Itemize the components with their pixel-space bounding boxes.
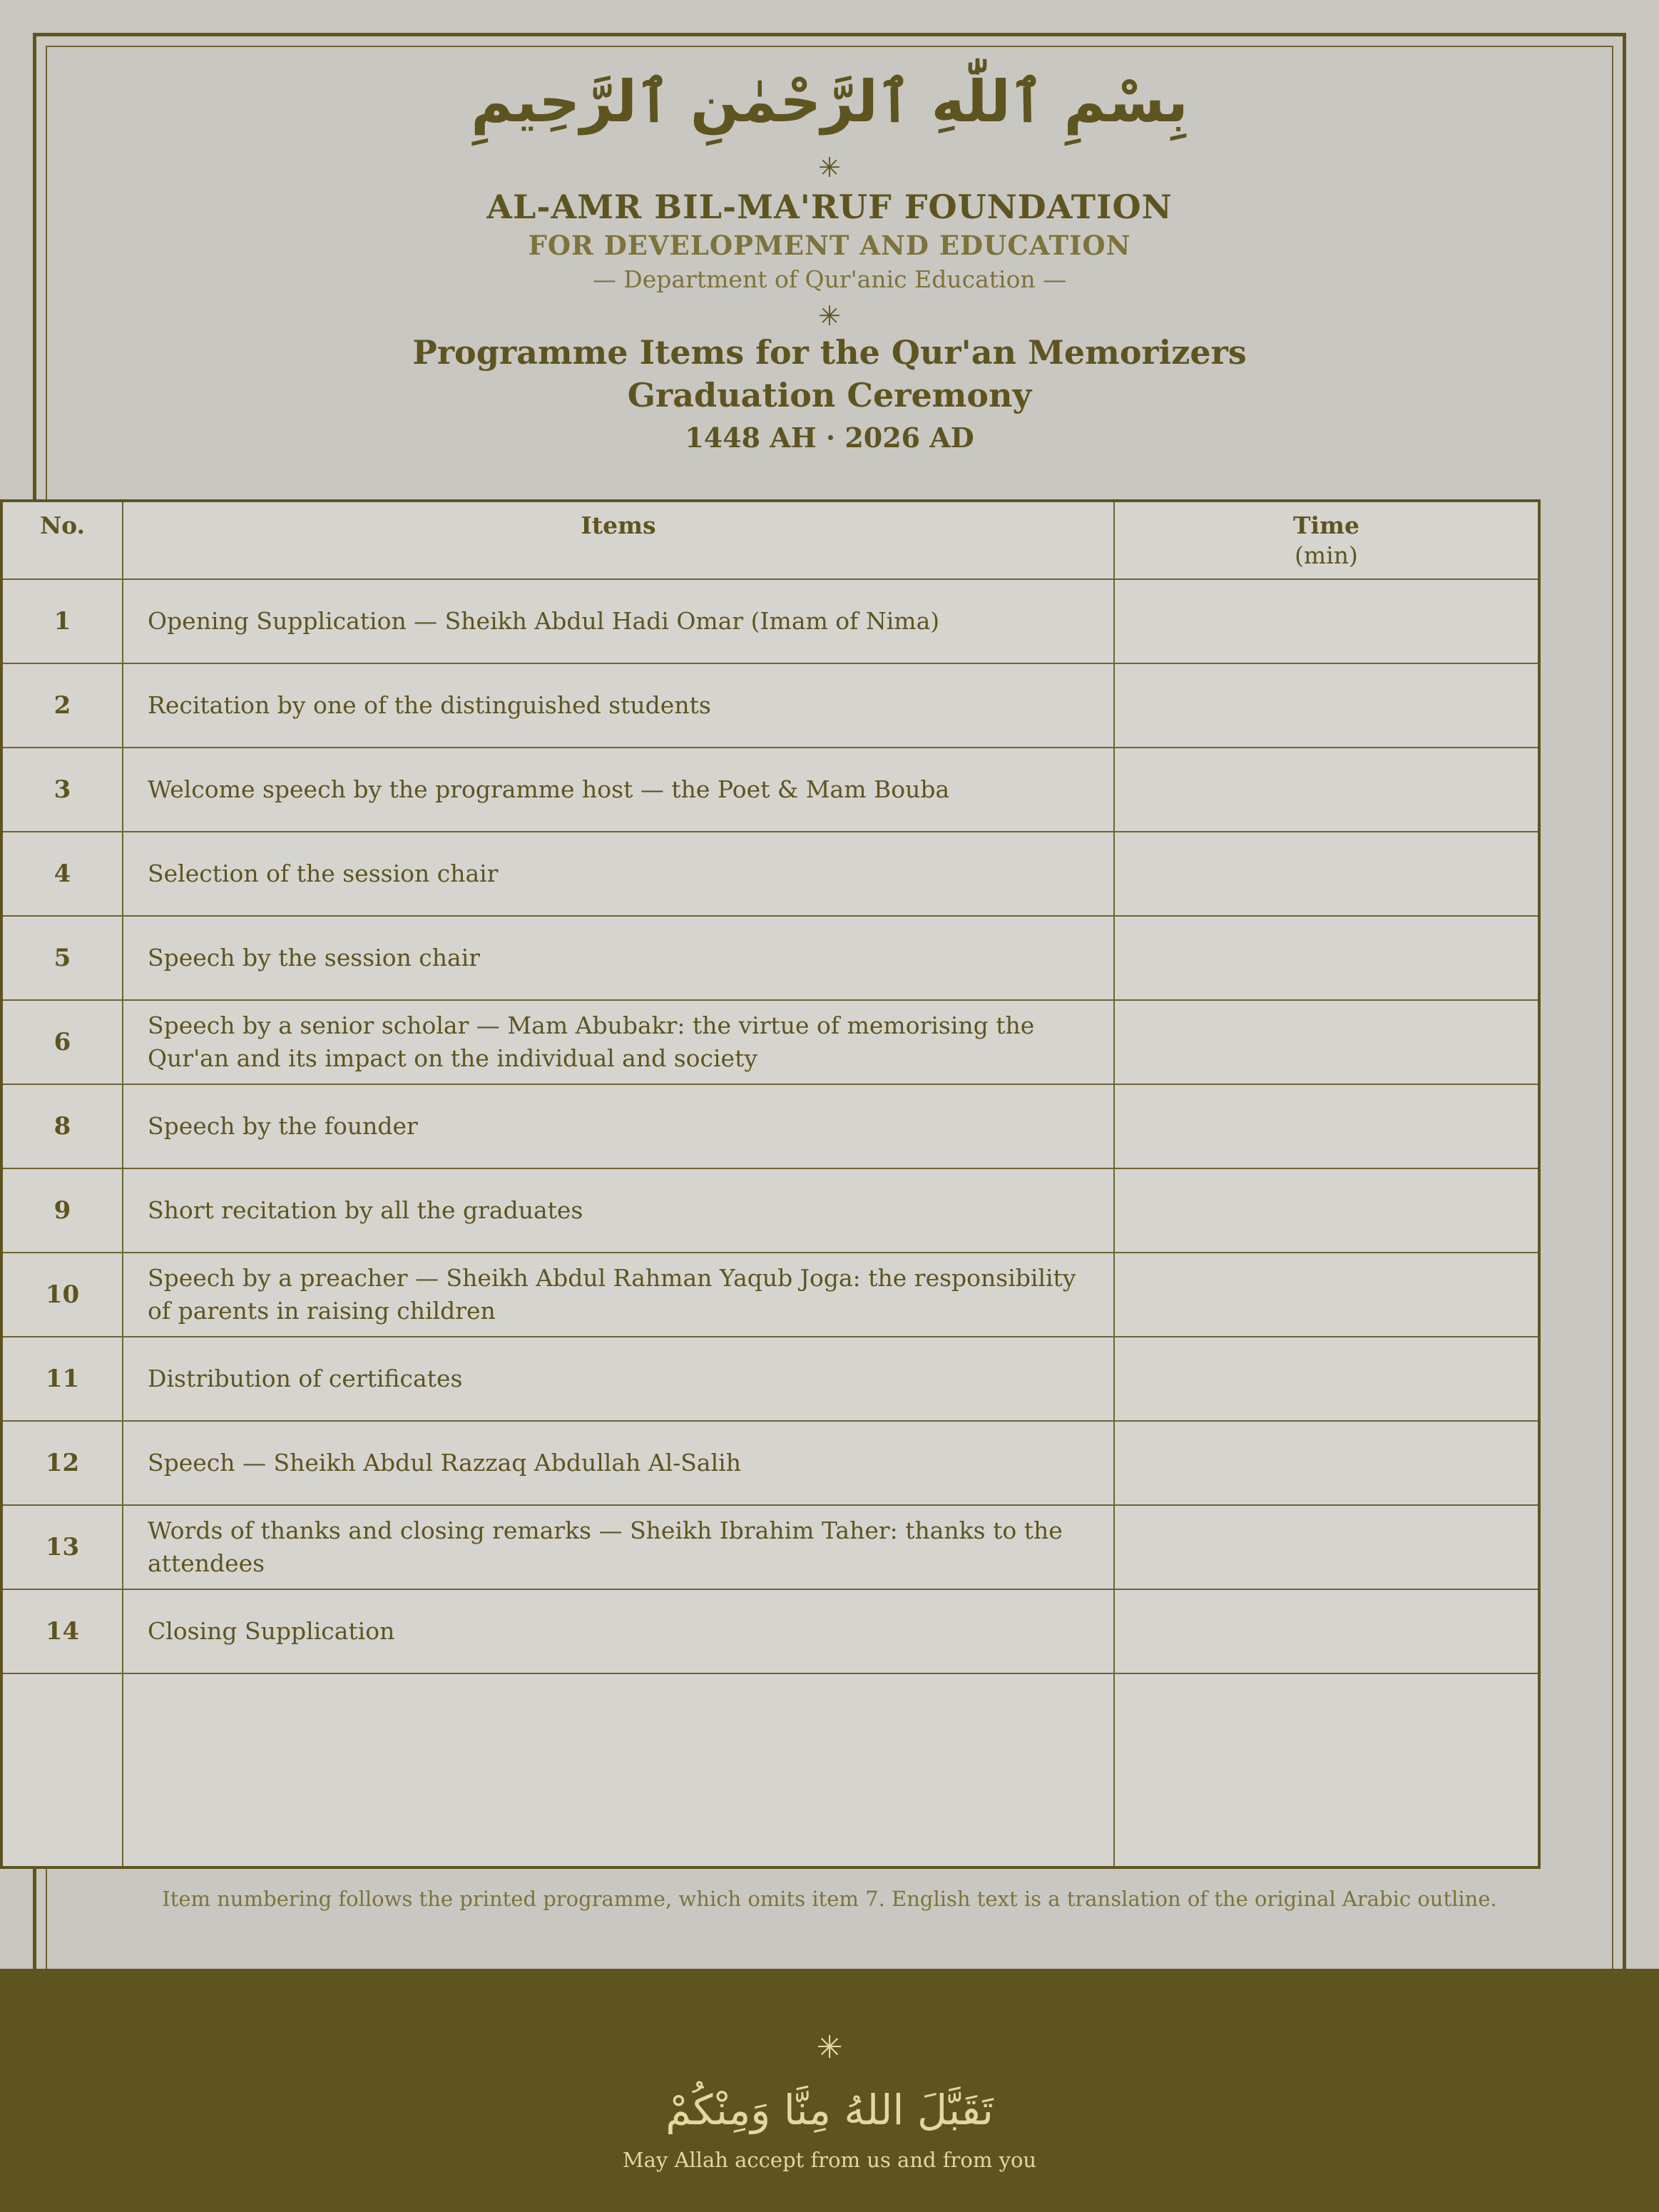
blank-cell bbox=[1114, 1673, 1539, 1867]
row-number: 10 bbox=[1, 1253, 123, 1337]
blank-table-row bbox=[1, 1673, 1539, 1867]
row-time bbox=[1114, 832, 1539, 916]
table-row bbox=[1, 1337, 1539, 1421]
row-time bbox=[1114, 579, 1539, 663]
row-time bbox=[1114, 1421, 1539, 1505]
row-time bbox=[1114, 1589, 1539, 1673]
table-row bbox=[1, 748, 1539, 832]
programme-date: 1448 AH · 2026 AD bbox=[685, 422, 974, 454]
footnote: Item numbering follows the printed programme, which omits item 7. English text is a translation of the original Arabic outline. bbox=[162, 1887, 1497, 1911]
row-time bbox=[1114, 748, 1539, 832]
ornament-star-icon: ✳ bbox=[818, 300, 841, 332]
row-number: 12 bbox=[1, 1421, 123, 1505]
row-time bbox=[1114, 1505, 1539, 1589]
header-items: Items bbox=[123, 501, 1114, 579]
basmala: بِسْمِ ٱللّٰهِ ٱلرَّحْمٰنِ ٱلرَّحِيمِ bbox=[471, 68, 1188, 135]
row-time bbox=[1114, 1253, 1539, 1337]
row-number: 11 bbox=[1, 1337, 123, 1421]
row-item: Opening Supplication — Sheikh Abdul Hadi Omar (Imam of Nima) bbox=[123, 579, 1114, 663]
programme-title-line1: Programme Items for the Qur'an Memorizers bbox=[412, 333, 1247, 372]
row-number: 9 bbox=[1, 1168, 123, 1253]
blank-cell bbox=[123, 1673, 1114, 1867]
table-row bbox=[1, 579, 1539, 663]
row-item: Speech by the founder bbox=[123, 1084, 1114, 1168]
header-no: No. bbox=[1, 501, 123, 579]
table-row bbox=[1, 916, 1539, 1000]
row-time bbox=[1114, 1337, 1539, 1421]
row-item: Speech by a senior scholar — Mam Abubakr: the virtue of memorising the Qur'an and its impact on the individual and society bbox=[123, 1000, 1114, 1084]
row-number: 6 bbox=[1, 1000, 123, 1084]
ornament-star-icon: ✳ bbox=[818, 152, 841, 183]
table-header-row bbox=[1, 501, 1539, 579]
table-row bbox=[1, 1000, 1539, 1084]
row-number: 2 bbox=[1, 663, 123, 748]
row-time bbox=[1114, 1000, 1539, 1084]
programme-table bbox=[0, 499, 1541, 1869]
row-item: Speech — Sheikh Abdul Razzaq Abdullah Al-Salih bbox=[123, 1421, 1114, 1505]
organization-subtitle: FOR DEVELOPMENT AND EDUCATION bbox=[528, 230, 1131, 261]
header-time-label: Time bbox=[1292, 511, 1359, 539]
row-time bbox=[1114, 916, 1539, 1000]
programme-title bbox=[0, 331, 1659, 417]
table-row bbox=[1, 663, 1539, 748]
table-row bbox=[1, 1589, 1539, 1673]
table-row bbox=[1, 1084, 1539, 1168]
row-number: 3 bbox=[1, 748, 123, 832]
row-time bbox=[1114, 1084, 1539, 1168]
blank-cell bbox=[1, 1673, 123, 1867]
table-row bbox=[1, 1253, 1539, 1337]
footer-star-icon: ✳ bbox=[816, 2029, 843, 2066]
row-number: 13 bbox=[1, 1505, 123, 1589]
row-item: Speech by a preacher — Sheikh Abdul Rahman Yaqub Joga: the responsibility of parents in raising children bbox=[123, 1253, 1114, 1337]
organization-name: AL-AMR BIL-MA'RUF FOUNDATION bbox=[486, 188, 1173, 226]
header-time bbox=[1114, 501, 1539, 579]
row-item: Welcome speech by the programme host — the Poet & Mam Bouba bbox=[123, 748, 1114, 832]
row-item: Closing Supplication bbox=[123, 1589, 1114, 1673]
row-number: 14 bbox=[1, 1589, 123, 1673]
row-number: 5 bbox=[1, 916, 123, 1000]
footer-arabic-blessing: تَقَبَّلَ اللهُ مِنَّا وَمِنْكُمْ bbox=[665, 2086, 994, 2134]
row-number: 4 bbox=[1, 832, 123, 916]
row-item: Short recitation by all the graduates bbox=[123, 1168, 1114, 1253]
department-name: — Department of Qur'anic Education — bbox=[592, 265, 1067, 293]
header-time-unit: (min) bbox=[1295, 541, 1358, 569]
row-item: Distribution of certificates bbox=[123, 1337, 1114, 1421]
table-row bbox=[1, 1168, 1539, 1253]
row-item: Words of thanks and closing remarks — Sheikh Ibrahim Taher: thanks to the attendees bbox=[123, 1505, 1114, 1589]
row-time bbox=[1114, 1168, 1539, 1253]
row-item: Speech by the session chair bbox=[123, 916, 1114, 1000]
row-item: Selection of the session chair bbox=[123, 832, 1114, 916]
table-row bbox=[1, 1505, 1539, 1589]
table-row bbox=[1, 832, 1539, 916]
row-time bbox=[1114, 663, 1539, 748]
footer-english-blessing: May Allah accept from us and from you bbox=[622, 2148, 1037, 2172]
table-row bbox=[1, 1421, 1539, 1505]
row-item: Recitation by one of the distinguished students bbox=[123, 663, 1114, 748]
programme-title-line2: Graduation Ceremony bbox=[627, 376, 1032, 414]
row-number: 1 bbox=[1, 579, 123, 663]
row-number: 8 bbox=[1, 1084, 123, 1168]
